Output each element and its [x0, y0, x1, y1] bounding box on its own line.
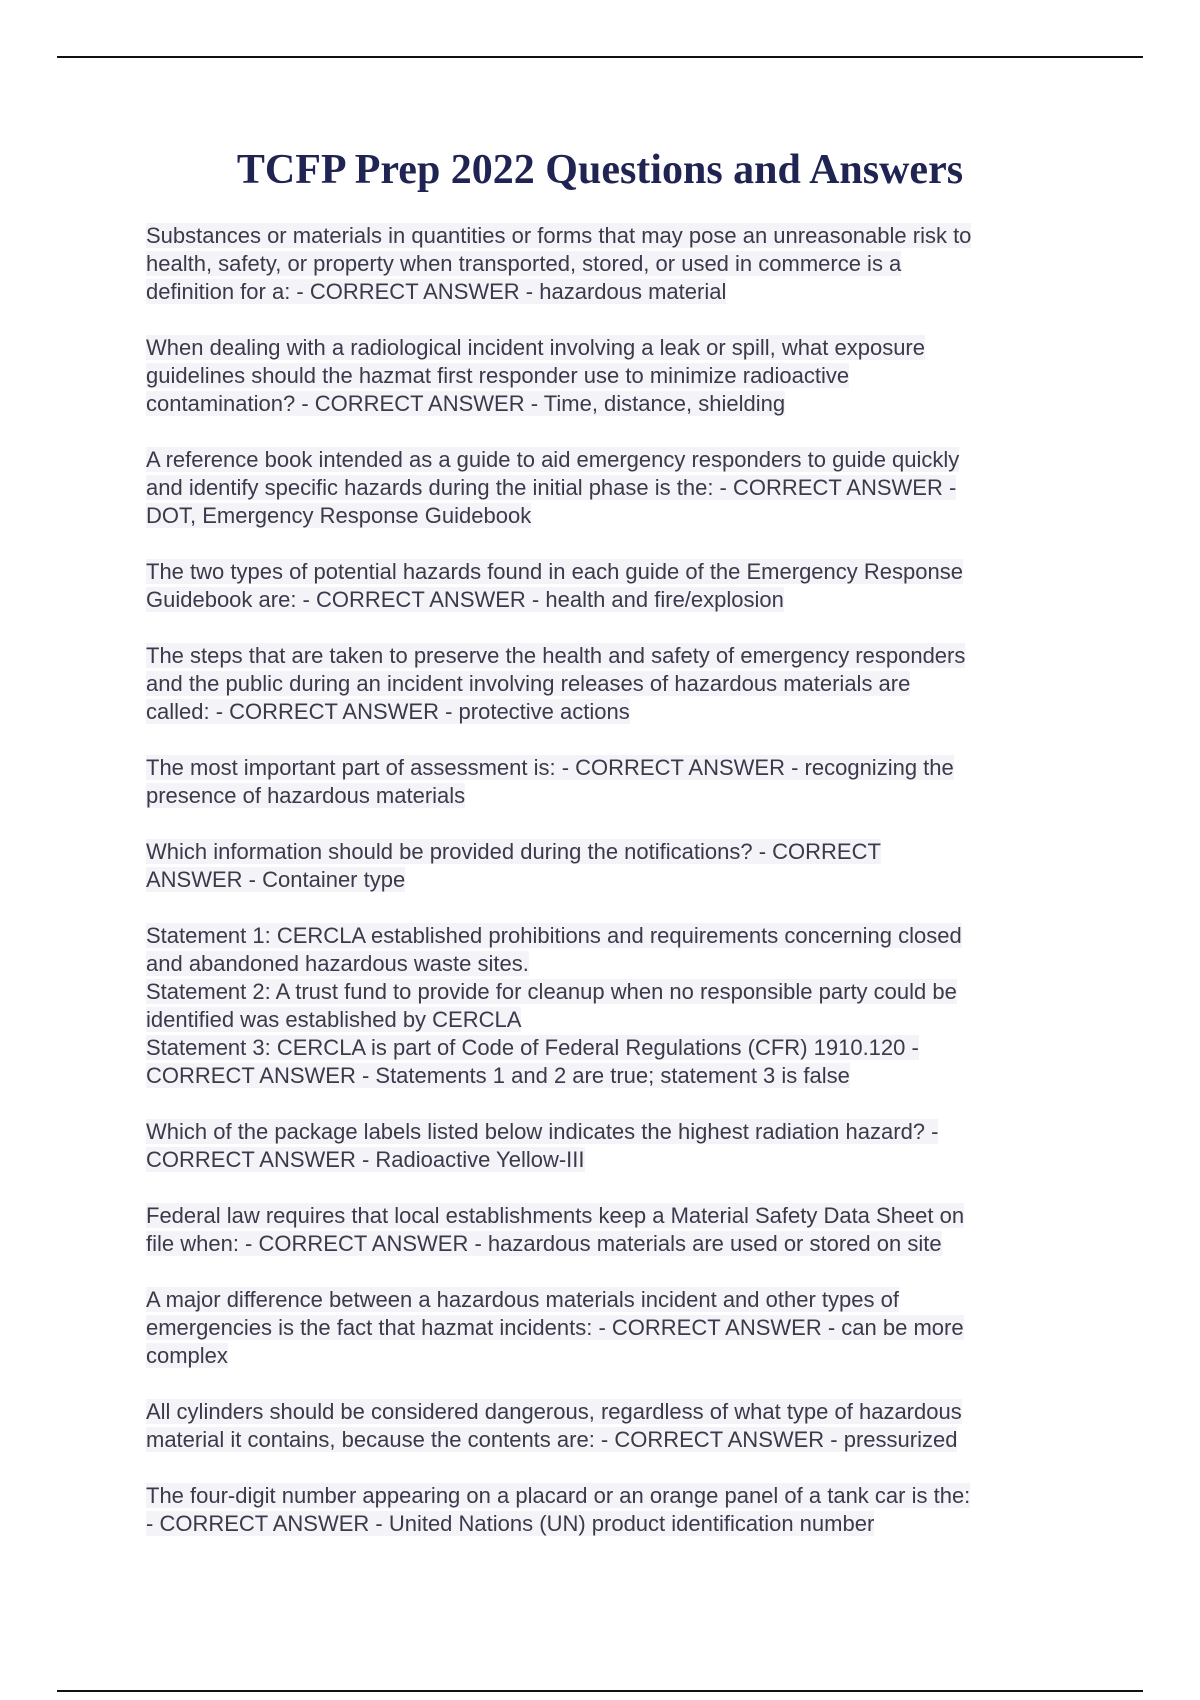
qa-line-text: material it contains, because the contents are: - CORRECT ANSWER - pressurized [146, 1427, 958, 1452]
qa-line-text: Statement 1: CERCLA established prohibitions and requirements concerning closed [146, 923, 962, 948]
qa-line [146, 782, 1066, 810]
qa-line-text: Which of the package labels listed below indicates the highest radiation hazard? - [146, 1119, 939, 1144]
qa-line-text: file when: - CORRECT ANSWER - hazardous materials are used or stored on site [146, 1231, 942, 1256]
qa-line-text: called: - CORRECT ANSWER - protective actions [146, 699, 630, 724]
qa-line [146, 642, 1066, 670]
qa-line-text: CORRECT ANSWER - Radioactive Yellow-III [146, 1147, 585, 1172]
qa-line [146, 362, 1066, 390]
qa-line-text: A reference book intended as a guide to aid emergency responders to guide quickly [146, 447, 960, 472]
qa-line [146, 1230, 1066, 1258]
top-divider [57, 56, 1143, 58]
qa-item [146, 1398, 1066, 1454]
qa-line-text: CORRECT ANSWER - Statements 1 and 2 are true; statement 3 is false [146, 1063, 850, 1088]
qa-line [146, 334, 1066, 362]
qa-line-text: Guidebook are: - CORRECT ANSWER - health and fire/explosion [146, 587, 784, 612]
qa-line-text: Which information should be provided during the notifications? - CORRECT [146, 839, 881, 864]
qa-line [146, 1482, 1066, 1510]
qa-line-text: contamination? - CORRECT ANSWER - Time, distance, shielding [146, 391, 786, 416]
page-title: TCFP Prep 2022 Questions and Answers [236, 147, 964, 193]
qa-line [146, 922, 1066, 950]
qa-line [146, 754, 1066, 782]
qa-item [146, 1482, 1066, 1538]
qa-item [146, 222, 1066, 306]
qa-list [146, 222, 1066, 1566]
qa-line [146, 1398, 1066, 1426]
qa-item [146, 1118, 1066, 1174]
qa-line-text: When dealing with a radiological incident involving a leak or spill, what exposure [146, 335, 925, 360]
qa-item [146, 558, 1066, 614]
qa-line [146, 670, 1066, 698]
qa-line [146, 1146, 1066, 1174]
qa-line [146, 250, 1066, 278]
qa-line-text: A major difference between a hazardous materials incident and other types of [146, 1287, 899, 1312]
qa-item [146, 754, 1066, 810]
qa-item [146, 446, 1066, 530]
qa-line [146, 586, 1066, 614]
qa-line-text: and identify specific hazards during the initial phase is the: - CORRECT ANSWER - [146, 475, 957, 500]
qa-line [146, 1342, 1066, 1370]
qa-line-text: emergencies is the fact that hazmat incidents: - CORRECT ANSWER - can be more [146, 1315, 964, 1340]
qa-line-text: All cylinders should be considered dangerous, regardless of what type of hazardous [146, 1399, 962, 1424]
qa-line-text: Statement 2: A trust fund to provide for cleanup when no responsible party could be [146, 979, 957, 1004]
qa-line [146, 978, 1066, 1006]
qa-line [146, 502, 1066, 530]
qa-line [146, 1202, 1066, 1230]
qa-line [146, 950, 1066, 978]
qa-line [146, 1034, 1066, 1062]
qa-line-text: health, safety, or property when transported, stored, or used in commerce is a [146, 251, 902, 276]
qa-line [146, 1118, 1066, 1146]
qa-line-text: Federal law requires that local establishments keep a Material Safety Data Sheet on [146, 1203, 965, 1228]
qa-line [146, 278, 1066, 306]
qa-line-text: guidelines should the hazmat first responder use to minimize radioactive [146, 363, 850, 388]
qa-line [146, 1286, 1066, 1314]
qa-line [146, 866, 1066, 894]
qa-line [146, 838, 1066, 866]
qa-line [146, 1510, 1066, 1538]
qa-line-text: and abandoned hazardous waste sites. [146, 951, 529, 976]
qa-line [146, 1062, 1066, 1090]
qa-line [146, 222, 1066, 250]
qa-line-text: definition for a: - CORRECT ANSWER - hazardous material [146, 279, 727, 304]
qa-line-text: DOT, Emergency Response Guidebook [146, 503, 532, 528]
qa-line [146, 446, 1066, 474]
qa-line [146, 1426, 1066, 1454]
qa-line-text: The four-digit number appearing on a placard or an orange panel of a tank car is the: [146, 1483, 971, 1508]
qa-item [146, 922, 1066, 1090]
qa-line [146, 390, 1066, 418]
qa-line-text: Substances or materials in quantities or forms that may pose an unreasonable risk to [146, 223, 972, 248]
qa-line-text: identified was established by CERCLA [146, 1007, 522, 1032]
qa-line-text: and the public during an incident involving releases of hazardous materials are [146, 671, 911, 696]
qa-line-text: The two types of potential hazards found in each guide of the Emergency Response [146, 559, 963, 584]
qa-line [146, 698, 1066, 726]
qa-line-text: Statement 3: CERCLA is part of Code of Federal Regulations (CFR) 1910.120 - [146, 1035, 919, 1060]
qa-item [146, 1202, 1066, 1258]
qa-line-text: ANSWER - Container type [146, 867, 406, 892]
qa-line-text: presence of hazardous materials [146, 783, 466, 808]
qa-line-text: complex [146, 1343, 228, 1368]
qa-item [146, 334, 1066, 418]
bottom-divider [57, 1690, 1143, 1692]
qa-line-text: - CORRECT ANSWER - United Nations (UN) product identification number [146, 1511, 875, 1536]
qa-line-text: The steps that are taken to preserve the health and safety of emergency responders [146, 643, 966, 668]
qa-line [146, 1314, 1066, 1342]
qa-item [146, 1286, 1066, 1370]
qa-item [146, 642, 1066, 726]
qa-line [146, 558, 1066, 586]
qa-line [146, 1006, 1066, 1034]
qa-line [146, 474, 1066, 502]
qa-item [146, 838, 1066, 894]
qa-line-text: The most important part of assessment is: - CORRECT ANSWER - recognizing the [146, 755, 954, 780]
